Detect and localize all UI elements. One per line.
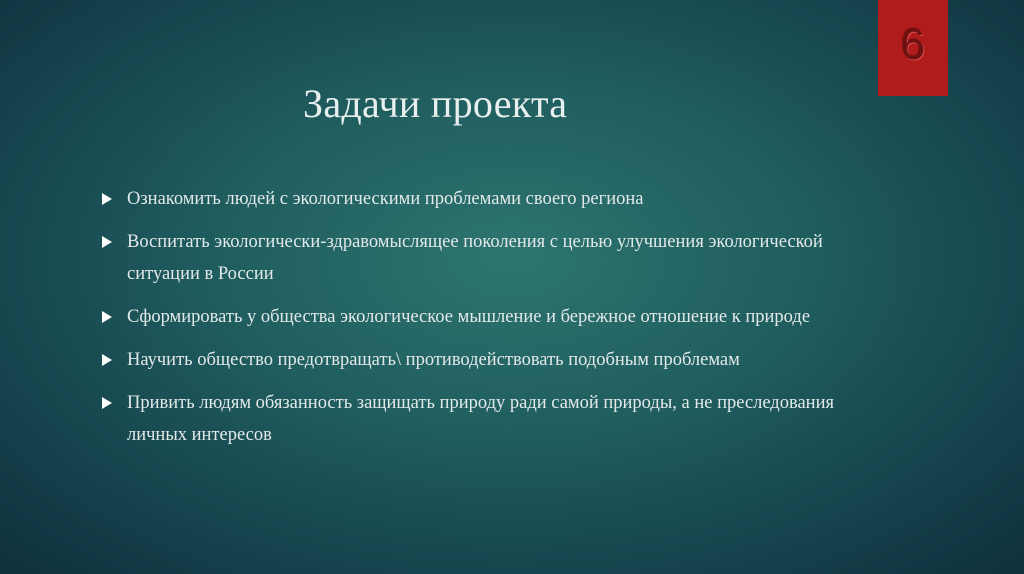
slide-number: 6 [900, 20, 926, 69]
triangle-right-icon [102, 354, 112, 366]
bullet-text: Сформировать у общества экологическое мышление и бережное отношение к природе [127, 307, 811, 327]
bullet-text: Научить общество предотвращать\ противодействовать подобным проблемам [127, 350, 740, 370]
bullet-item [100, 344, 860, 376]
triangle-right-icon [102, 397, 112, 409]
bullet-text: Воспитать экологически-здравомыслящее поколения с целью улучшения экологической ситуации в России [127, 232, 823, 284]
triangle-right-icon [102, 236, 112, 248]
triangle-right-icon [102, 193, 112, 205]
bullet-text: Ознакомить людей с экологическими проблемами своего региона [127, 189, 644, 209]
slide-number-badge [878, 0, 948, 96]
bullet-item [100, 183, 860, 215]
bullet-item [100, 387, 860, 451]
bullet-item [100, 301, 860, 333]
bullet-list [100, 183, 860, 462]
bullet-item [100, 226, 860, 290]
triangle-right-icon [102, 311, 112, 323]
slide-title: Задачи проекта [303, 81, 568, 126]
bullet-text: Привить людям обязанность защищать природу ради самой природы, а не преследования личных интересов [127, 393, 834, 445]
